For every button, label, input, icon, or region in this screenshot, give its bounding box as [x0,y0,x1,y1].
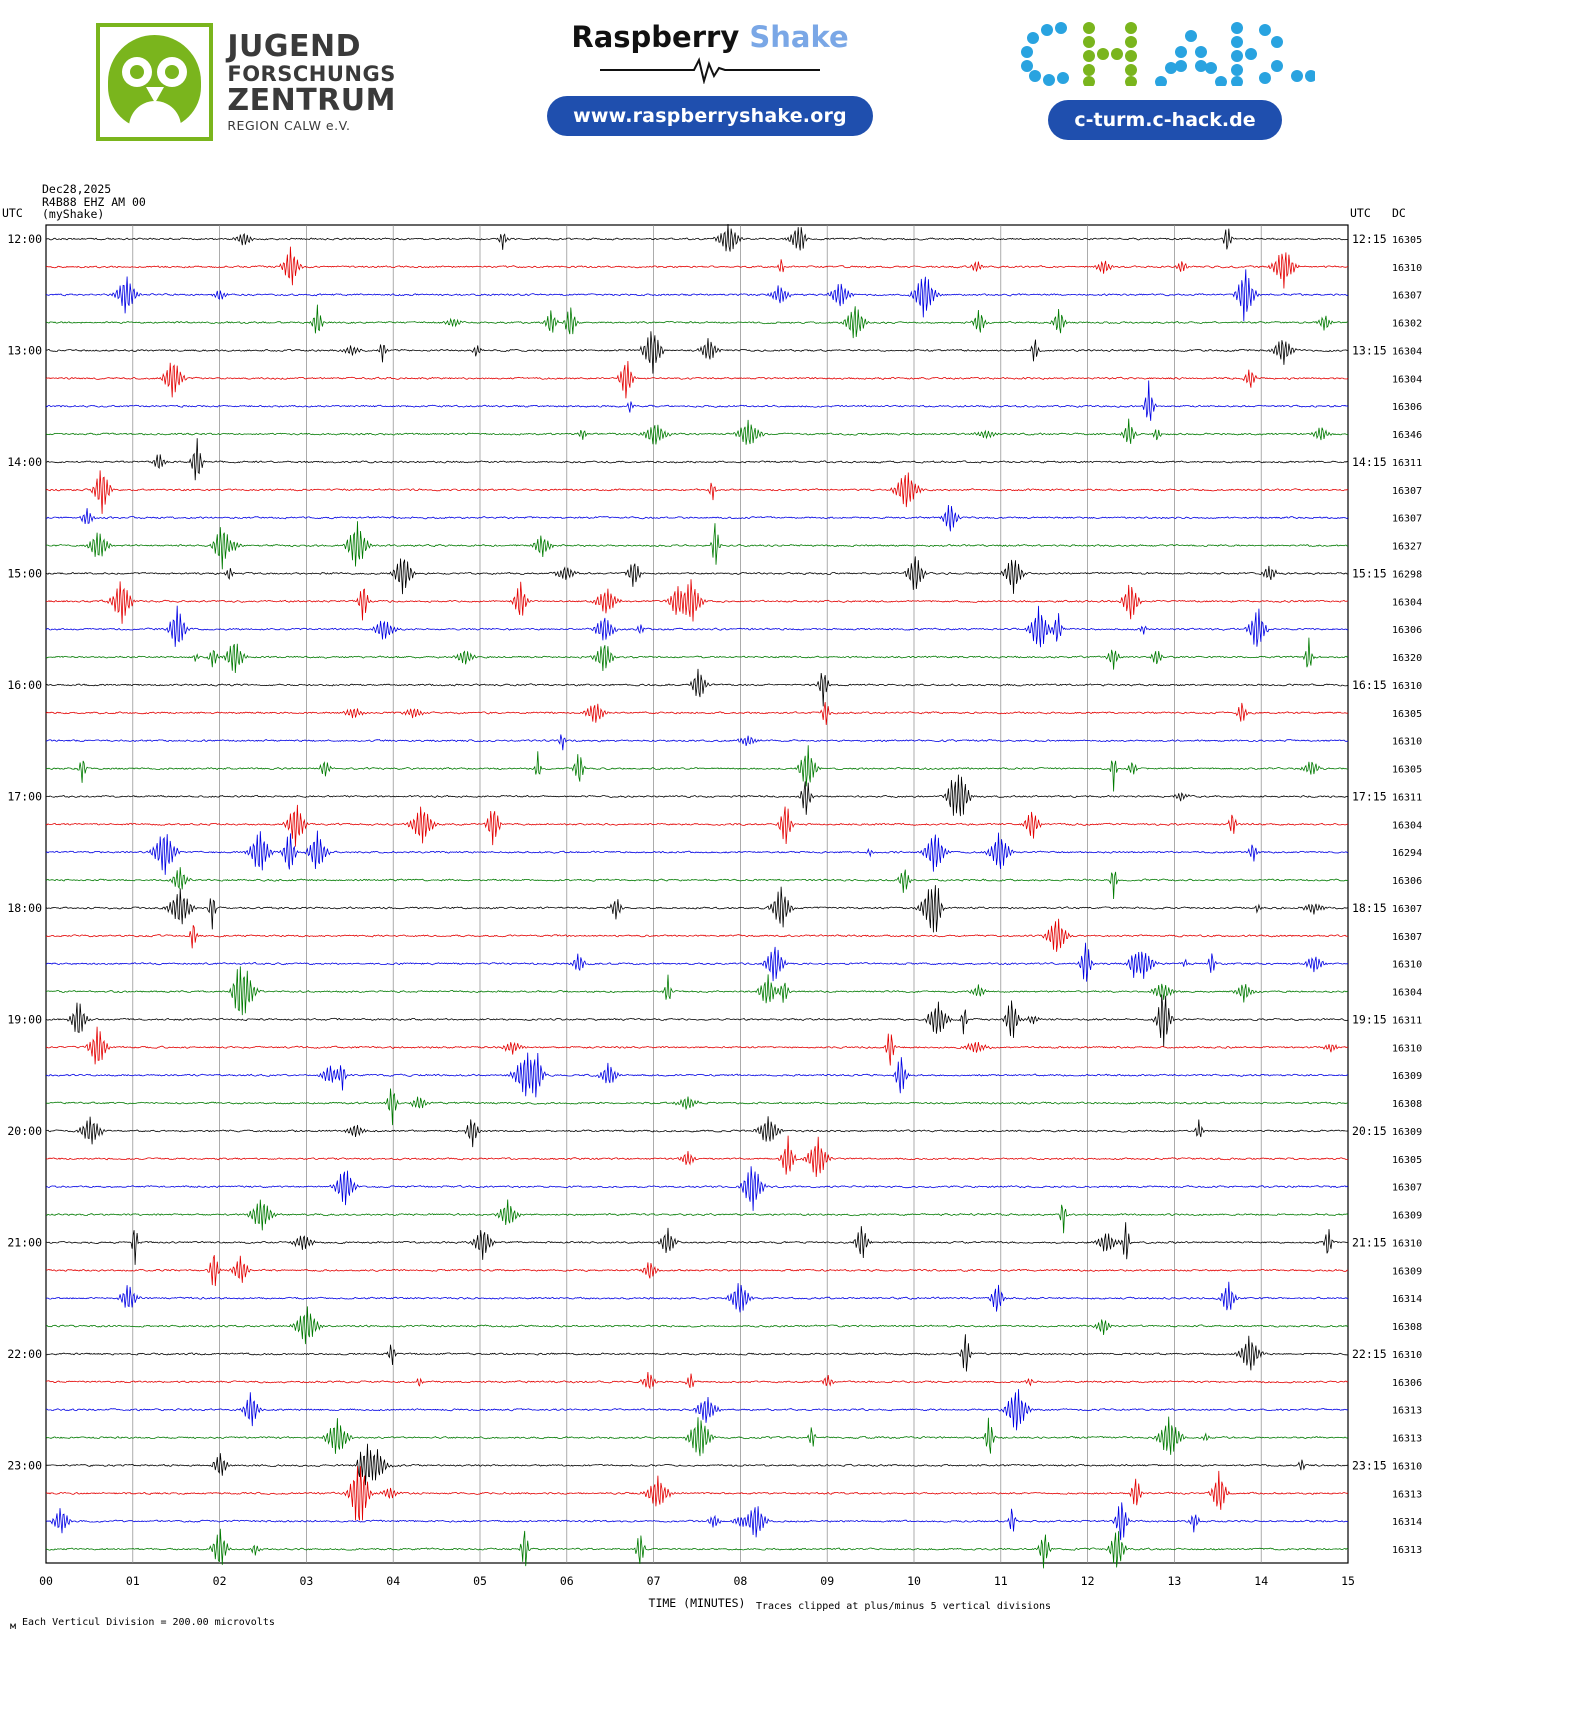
row-dc-value: 16309 [1392,1126,1423,1138]
row-dc-value: 16307 [1392,513,1423,525]
trace-row[interactable] [46,745,1422,791]
row-time-right: 17:15 [1352,789,1387,804]
trace-row[interactable] [46,579,1422,624]
row-time-right: 18:15 [1352,900,1387,915]
seismic-trace [46,1334,1348,1371]
row-dc-value: 16313 [1392,1405,1423,1417]
trace-row[interactable] [46,1027,1422,1066]
x-tick-label: 08 [733,1574,748,1588]
plot-frame [46,225,1348,1563]
x-tick-label: 00 [39,1574,53,1588]
row-dc-value: 16309 [1392,1266,1423,1278]
row-time-right: 19:15 [1352,1012,1387,1027]
row-dc-value: 16311 [1392,792,1423,804]
x-tick-label: 02 [212,1574,227,1588]
seismic-trace [46,381,1348,421]
trace-row[interactable] [46,735,1422,751]
seismic-trace [46,1089,1348,1126]
seismic-trace [46,775,1348,816]
trace-row[interactable] [46,606,1422,648]
x-tick-label: 11 [993,1574,1008,1588]
trace-row[interactable] [46,1389,1422,1430]
row-dc-value: 16310 [1392,736,1423,748]
row-time-right: 12:15 [1352,231,1387,246]
row-dc-value: 16313 [1392,1433,1423,1445]
seismic-trace [46,470,1348,514]
row-dc-value: 16306 [1392,1377,1423,1389]
row-dc-value: 16305 [1392,234,1423,246]
row-dc-value: 16307 [1392,290,1423,302]
seismic-trace [46,805,1348,847]
row-time-left: 18:00 [7,900,42,915]
utc-axis-title-right: UTC [1350,206,1371,220]
seismic-trace [46,1306,1348,1344]
seismic-trace [46,361,1348,398]
seismic-trace [46,1136,1348,1177]
row-dc-value: 16305 [1392,708,1423,720]
row-dc-value: 16298 [1392,569,1423,581]
row-dc-value: 16307 [1392,485,1423,497]
x-tick-label: 09 [820,1574,835,1588]
trace-row[interactable] [46,943,1422,982]
trace-row[interactable] [46,1372,1422,1389]
seismic-trace [46,1372,1348,1388]
raspberryshake-url-button[interactable]: www.raspberryshake.org [547,96,873,136]
seismic-trace [46,1444,1348,1485]
row-dc-value: 16307 [1392,903,1423,915]
seismic-trace [46,669,1348,707]
seismic-trace [46,224,1348,252]
chack-dot-wordmark-icon [1015,18,1315,86]
row-dc-value: 16306 [1392,402,1423,414]
page-header [0,0,1570,165]
seismic-trace [46,745,1348,791]
trace-row[interactable] [46,831,1422,875]
utc-axis-title-left: UTC [2,206,23,220]
helicorder-svg[interactable] [0,165,1570,1732]
x-tick-label: 01 [125,1574,140,1588]
jfz-line1: JUGEND [227,29,362,65]
trace-row[interactable] [46,1466,1422,1520]
row-dc-value: 16304 [1392,987,1423,999]
trace-row[interactable] [46,1306,1422,1344]
row-time-left: 15:00 [7,566,42,581]
row-time-left: 20:00 [7,1123,42,1138]
trace-row[interactable] [46,505,1422,531]
row-dc-value: 16308 [1392,1099,1423,1111]
row-time-left: 12:00 [7,231,42,246]
trace-row[interactable] [46,361,1422,398]
row-dc-value: 16346 [1392,430,1423,442]
seismic-trace [46,579,1348,624]
chack-logo [1000,18,1330,140]
seismic-trace [46,735,1348,751]
row-dc-value: 16304 [1392,346,1423,358]
seismic-trace [46,1027,1348,1066]
scale-note: Each Verticul Division = 200.00 microvolts [22,1617,275,1628]
seismic-trace [46,1502,1348,1540]
trace-row[interactable] [46,305,1422,338]
row-dc-value: 16306 [1392,876,1423,888]
jfz-line3: ZENTRUM [227,82,396,118]
jfz-line2: FORSCHUNGS [227,61,396,86]
row-time-left: 23:00 [7,1458,42,1473]
row-dc-value: 16313 [1392,1545,1423,1557]
row-dc-value: 16310 [1392,1349,1423,1361]
seismic-trace [46,606,1348,648]
row-dc-value: 16304 [1392,820,1423,832]
row-time-right: 13:15 [1352,343,1387,358]
seismic-trace [46,943,1348,982]
owl-icon [96,23,213,141]
seismic-trace [46,885,1348,932]
row-time-right: 14:15 [1352,454,1387,469]
seismic-trace [46,305,1348,338]
row-dc-value: 16310 [1392,1043,1423,1055]
row-time-left: 13:00 [7,343,42,358]
trace-row[interactable] [46,805,1422,847]
seismic-trace [46,247,1348,289]
seismic-trace [46,966,1348,1015]
seismic-trace [46,1282,1348,1313]
row-dc-value: 16307 [1392,1182,1423,1194]
row-dc-value: 16311 [1392,1015,1423,1027]
seismic-trace [46,556,1348,594]
seismic-trace [46,1166,1348,1211]
row-dc-value: 16307 [1392,931,1423,943]
trace-row[interactable] [46,269,1422,321]
trace-row[interactable] [46,381,1422,421]
helicorder-plot[interactable] [0,165,1570,1732]
row-time-left: 19:00 [7,1012,42,1027]
seismic-trace [46,1389,1348,1430]
rs-title-main: Raspberry [571,20,740,54]
row-dc-value: 16320 [1392,653,1423,665]
row-time-left: 16:00 [7,677,42,692]
plot-date: Dec28,2025 [42,182,112,196]
row-dc-value: 16310 [1392,262,1423,274]
clip-note: Traces clipped at plus/minus 5 vertical divisions [756,1601,1052,1612]
seismic-trace [46,831,1348,875]
plot-station: R4B88 EHZ AM 00 [42,194,146,209]
trace-row[interactable] [46,521,1422,569]
row-dc-value: 16314 [1392,1517,1423,1529]
trace-row[interactable] [46,1529,1422,1569]
trace-row[interactable] [46,638,1422,673]
row-dc-value: 16309 [1392,1210,1423,1222]
raspberry-shake-logo [520,20,900,136]
row-time-right: 22:15 [1352,1346,1387,1361]
trace-row[interactable] [46,966,1422,1015]
x-tick-label: 10 [907,1574,921,1588]
row-dc-value: 16310 [1392,959,1423,971]
row-dc-value: 16313 [1392,1489,1423,1501]
row-time-left: 22:00 [7,1346,42,1361]
row-time-left: 14:00 [7,454,42,469]
rs-title-accent: Shake [749,20,849,54]
jfz-line4: REGION CALW e.V. [227,118,351,134]
trace-row[interactable] [46,1282,1422,1313]
row-time-right: 23:15 [1352,1458,1387,1473]
trace-row[interactable] [46,1053,1422,1098]
row-dc-value: 16306 [1392,625,1423,637]
row-time-right: 21:15 [1352,1235,1387,1250]
row-dc-value: 16310 [1392,1238,1423,1250]
trace-row[interactable] [46,1166,1422,1211]
chack-url-button[interactable]: c-turm.c-hack.de [1048,100,1281,140]
trace-row[interactable] [46,470,1422,514]
seismic-trace [46,438,1348,480]
row-dc-value: 16327 [1392,541,1423,553]
trace-row[interactable] [46,867,1422,899]
trace-row[interactable] [46,1502,1422,1540]
row-dc-value: 16308 [1392,1322,1423,1334]
seismic-trace [46,867,1348,899]
seismic-trace [46,505,1348,531]
row-time-right: 15:15 [1352,566,1387,581]
seismic-trace [46,331,1348,373]
trace-row[interactable] [46,702,1422,725]
trace-row[interactable] [46,247,1422,289]
seismic-trace [46,1255,1348,1286]
seismic-trace [46,419,1348,445]
row-dc-value: 16305 [1392,1154,1423,1166]
trace-row[interactable] [46,1255,1422,1286]
seismic-trace [46,269,1348,321]
raspberry-shake-wordmark [520,20,900,54]
row-dc-value: 16311 [1392,457,1423,469]
row-time-left: 17:00 [7,789,42,804]
trace-row[interactable] [46,1200,1422,1234]
seismic-trace [46,1222,1348,1265]
row-dc-value: 16314 [1392,1294,1423,1306]
seismic-trace [46,1200,1348,1234]
x-tick-label: 05 [473,1574,487,1588]
row-dc-value: 16302 [1392,318,1423,330]
x-tick-label: 15 [1341,1574,1355,1588]
row-time-right: 16:15 [1352,677,1387,692]
row-dc-value: 16309 [1392,1071,1423,1083]
trace-row[interactable] [46,419,1422,445]
seismic-trace [46,638,1348,673]
x-tick-label: 14 [1254,1574,1269,1588]
x-tick-label: 03 [299,1574,314,1588]
dc-axis-title: DC [1392,206,1406,220]
seismic-trace [46,521,1348,569]
row-time-right: 20:15 [1352,1123,1387,1138]
seismic-trace [46,1417,1348,1456]
row-dc-value: 16294 [1392,848,1423,860]
row-time-left: 21:00 [7,1235,42,1250]
seismic-wave-icon [600,56,820,84]
plot-network-note: (myShake) [42,207,105,221]
seismic-trace [46,919,1348,952]
x-axis-title: TIME (MINUTES) [648,1596,746,1610]
x-tick-label: 07 [646,1574,661,1588]
x-tick-label: 04 [386,1574,401,1588]
x-tick-label: 06 [559,1574,574,1588]
row-dc-value: 16310 [1392,680,1423,692]
seismic-trace [46,1529,1348,1569]
row-dc-value: 16310 [1392,1461,1423,1473]
corner-mark: м [10,1621,17,1632]
seismic-trace [46,1116,1348,1147]
row-dc-value: 16305 [1392,764,1423,776]
row-dc-value: 16304 [1392,374,1423,386]
trace-row[interactable] [46,1136,1422,1177]
x-tick-label: 12 [1080,1574,1095,1588]
jugend-forschungs-zentrum-logo [96,22,396,142]
seismic-trace [46,995,1348,1047]
trace-row[interactable] [46,919,1422,952]
seismic-trace [46,1466,1348,1520]
x-tick-label: 13 [1167,1574,1182,1588]
row-dc-value: 16304 [1392,597,1423,609]
seismic-trace [46,1053,1348,1098]
seismic-trace [46,702,1348,725]
trace-row[interactable] [46,1089,1422,1126]
